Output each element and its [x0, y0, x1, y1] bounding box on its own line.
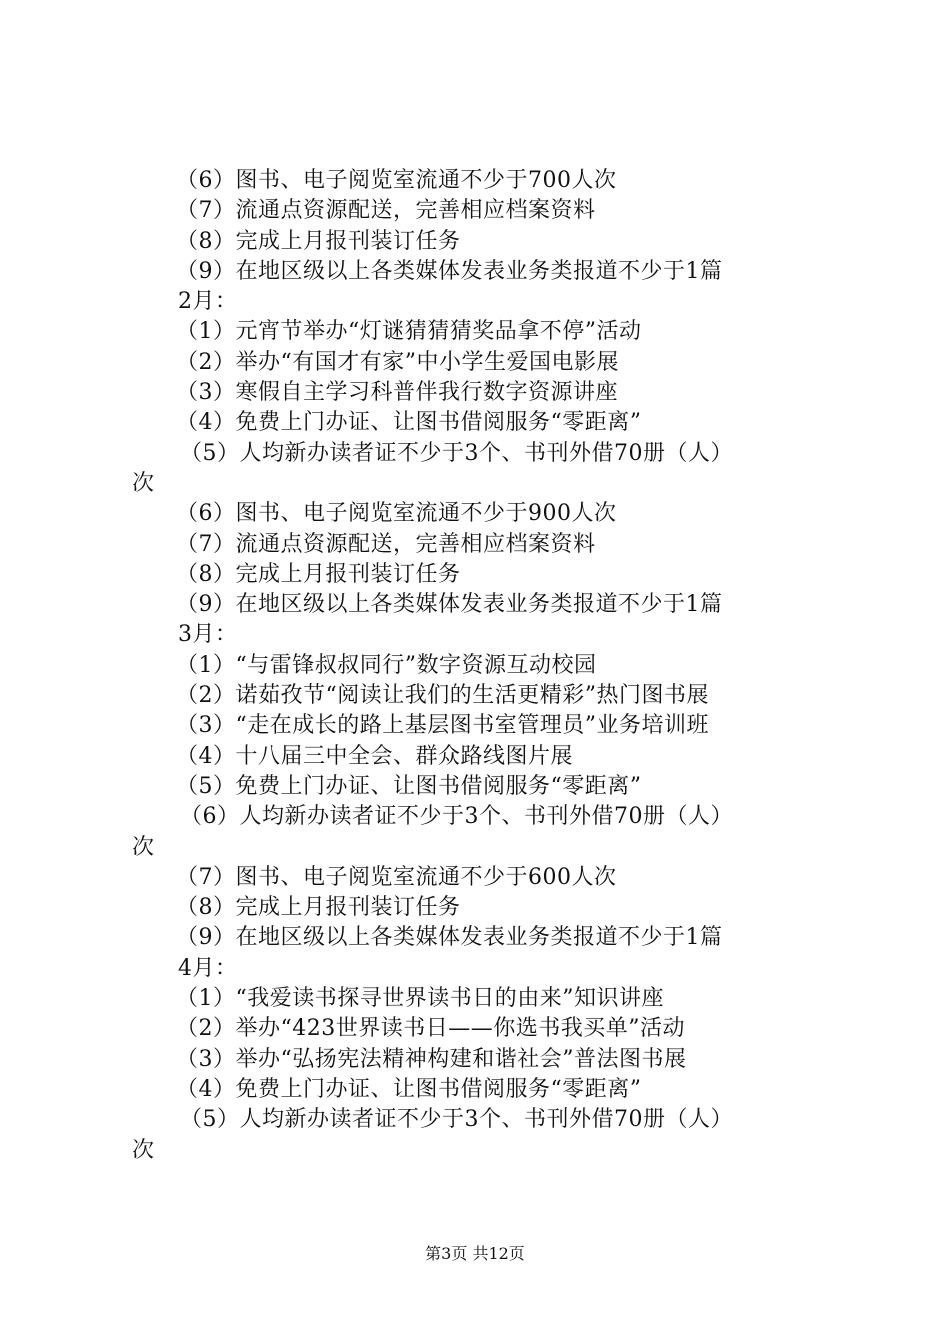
- wrapped-line: 次: [132, 834, 155, 860]
- page-footer: 第3页 共12页: [425, 1244, 525, 1263]
- document-body: [132, 166, 832, 1166]
- list-item: （6）图书、电子阅览室流通不少于900人次: [176, 501, 617, 527]
- list-item: （3）寒假自主学习科普伴我行数字资源讲座: [176, 380, 618, 406]
- wrapped-line: 次: [132, 1137, 155, 1163]
- list-item: （1）元宵节举办“灯谜猜猜猜奖品拿不停”活动: [176, 319, 642, 345]
- list-item: （8）完成上月报刊装订任务: [176, 561, 461, 587]
- list-item: （7）流通点资源配送，完善相应档案资料: [176, 531, 596, 557]
- list-item: （2）举办“423世界读书日——你选书我买单”活动: [176, 1016, 685, 1042]
- month-heading: 4月：: [178, 955, 238, 981]
- list-item: （7）图书、电子阅览室流通不少于600人次: [176, 864, 617, 890]
- list-item: （4）免费上门办证、让图书借阅服务“零距离”: [176, 1076, 642, 1102]
- list-item: （4）十八届三中全会、群众路线图片展: [176, 743, 573, 769]
- list-item: （5）人均新办读者证不少于3个、书刊外借70册（人）: [180, 1107, 733, 1133]
- list-item: （8）完成上月报刊装订任务: [176, 228, 461, 254]
- wrapped-line: 次: [132, 470, 155, 496]
- list-item: （5）免费上门办证、让图书借阅服务“零距离”: [176, 773, 642, 799]
- list-item: （9）在地区级以上各类媒体发表业务类报道不少于1篇: [176, 258, 723, 284]
- list-item: （1）“与雷锋叔叔同行”数字资源互动校园: [176, 652, 597, 678]
- list-item: （3）“走在成长的路上基层图书室管理员”业务培训班: [176, 713, 709, 739]
- list-item: （7）流通点资源配送，完善相应档案资料: [176, 198, 596, 224]
- list-item: （6）人均新办读者证不少于3个、书刊外借70册（人）: [180, 804, 733, 830]
- list-item: （5）人均新办读者证不少于3个、书刊外借70册（人）: [180, 440, 733, 466]
- list-item: （3）举办“弘扬宪法精神构建和谐社会”普法图书展: [176, 1046, 687, 1072]
- list-item: （6）图书、电子阅览室流通不少于700人次: [176, 168, 617, 193]
- list-item: （2）举办“有国才有家”中小学生爱国电影展: [176, 349, 619, 375]
- list-item: （2）诺茹孜节“阅读让我们的生活更精彩”热门图书展: [176, 683, 709, 709]
- month-heading: 2月：: [178, 289, 238, 315]
- list-item: （8）完成上月报刊装订任务: [176, 895, 461, 921]
- list-item: （9）在地区级以上各类媒体发表业务类报道不少于1篇: [176, 925, 723, 951]
- list-item: （1）“我爱读书探寻世界读书日的由来”知识讲座: [176, 986, 664, 1012]
- list-item: （9）在地区级以上各类媒体发表业务类报道不少于1篇: [176, 592, 723, 618]
- list-item: （4）免费上门办证、让图书借阅服务“零距离”: [176, 410, 642, 436]
- month-heading: 3月：: [178, 622, 238, 648]
